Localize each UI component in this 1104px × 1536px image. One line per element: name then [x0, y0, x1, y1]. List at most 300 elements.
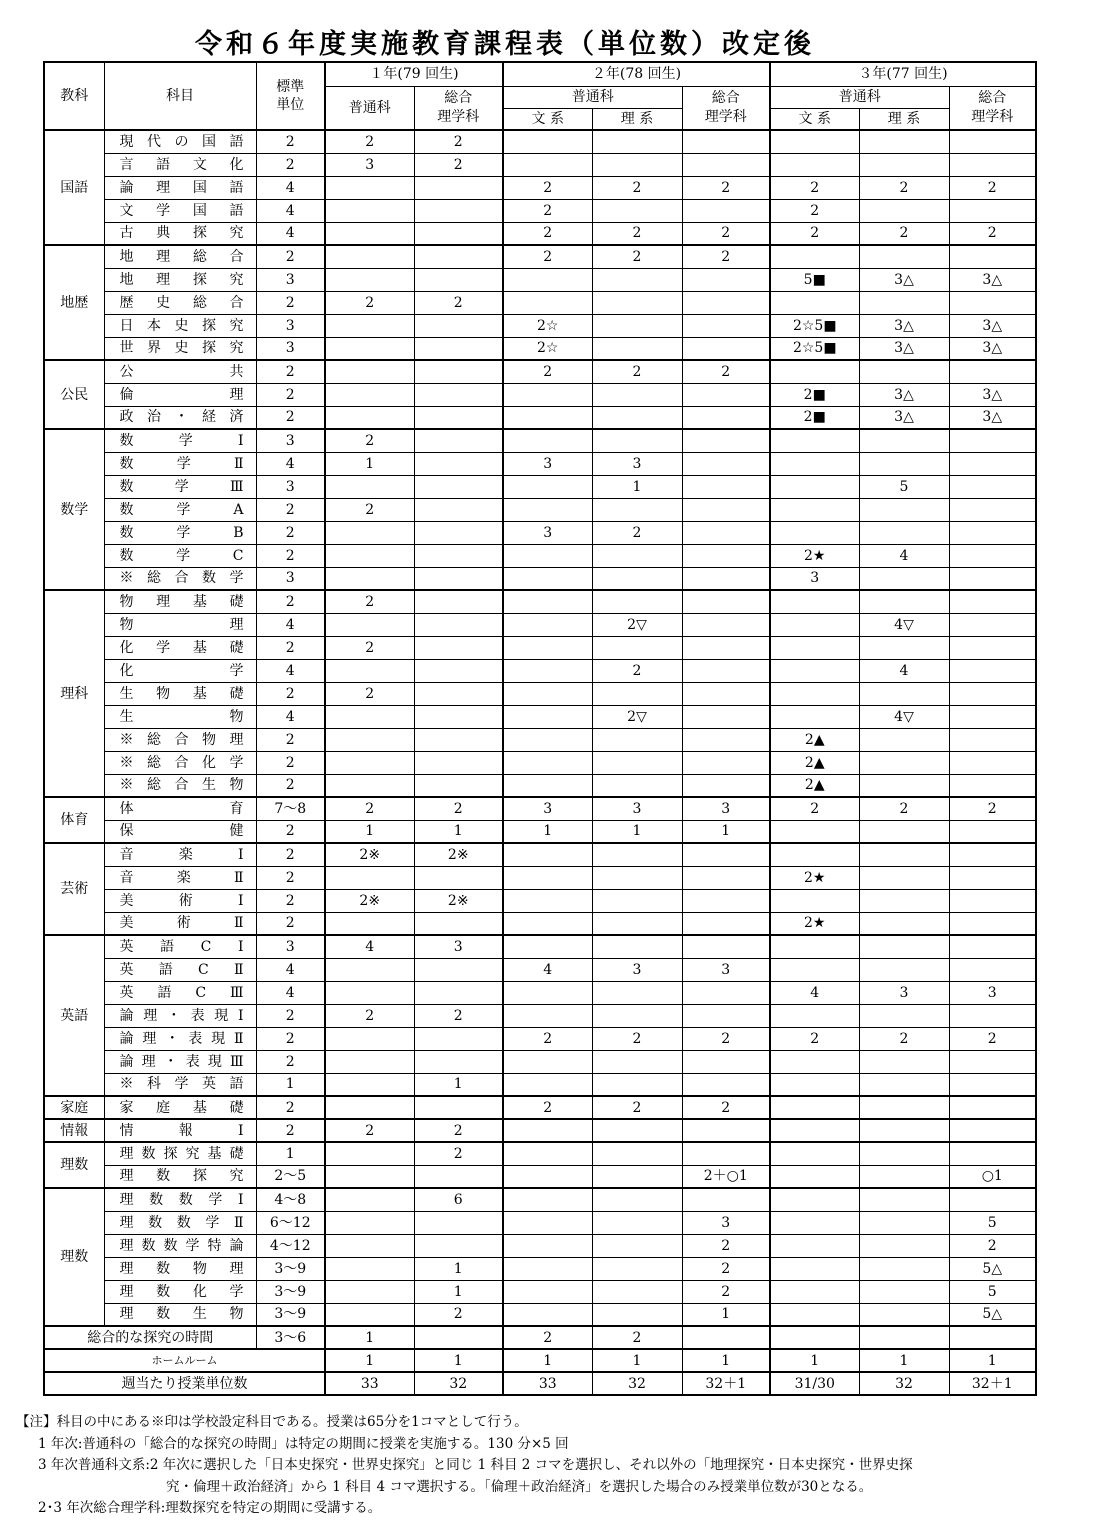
- value-cell: [682, 659, 770, 682]
- value-cell: [682, 544, 770, 567]
- value-cell: 2▽: [592, 705, 682, 728]
- value-cell: [325, 383, 414, 406]
- value-cell: 3: [503, 521, 592, 544]
- value-cell: [325, 1027, 414, 1050]
- value-cell: [414, 245, 503, 268]
- value-cell: [592, 728, 682, 751]
- value-cell: 2: [503, 1027, 592, 1050]
- value-cell: 2※: [414, 843, 503, 866]
- subject-cell: 現代の国語: [104, 130, 256, 153]
- table-row: [44, 1326, 1036, 1349]
- value-cell: 33: [503, 1372, 592, 1395]
- value-cell: [682, 636, 770, 659]
- value-cell: [682, 843, 770, 866]
- subject-cell: 音楽Ⅱ: [104, 866, 256, 889]
- value-cell: 3△: [859, 383, 949, 406]
- value-cell: [770, 1280, 859, 1303]
- value-cell: 6: [414, 1188, 503, 1211]
- value-cell: [859, 1188, 949, 1211]
- value-cell: 4▽: [859, 613, 949, 636]
- value-cell: [592, 406, 682, 429]
- subject-cell: 美術Ⅰ: [104, 889, 256, 912]
- summary-label-cell: ホームルーム: [44, 1349, 325, 1372]
- value-cell: [859, 1165, 949, 1188]
- value-cell: [682, 429, 770, 452]
- value-cell: 2: [503, 360, 592, 383]
- value-cell: [325, 1188, 414, 1211]
- value-cell: [503, 1280, 592, 1303]
- kyoka-cell: 理数: [44, 1142, 104, 1188]
- standard-units-cell: 2: [256, 1004, 325, 1027]
- standard-units-cell: 4: [256, 705, 325, 728]
- header-y2-rikei: 理 系: [592, 108, 682, 130]
- value-cell: [414, 866, 503, 889]
- table-row: [44, 705, 1036, 728]
- value-cell: [770, 291, 859, 314]
- value-cell: [414, 682, 503, 705]
- value-cell: 2■: [770, 406, 859, 429]
- value-cell: [770, 1050, 859, 1073]
- value-cell: [949, 521, 1036, 544]
- value-cell: [414, 314, 503, 337]
- standard-units-cell: 2: [256, 1027, 325, 1050]
- value-cell: 3△: [949, 383, 1036, 406]
- value-cell: 2: [682, 1096, 770, 1119]
- value-cell: 3△: [949, 406, 1036, 429]
- subject-cell: 情報Ⅰ: [104, 1119, 256, 1142]
- standard-units-cell: 7～8: [256, 797, 325, 820]
- subject-cell: 理数探究: [104, 1165, 256, 1188]
- standard-units-cell: 2: [256, 130, 325, 153]
- value-cell: [325, 199, 414, 222]
- value-cell: [949, 843, 1036, 866]
- value-cell: [682, 1073, 770, 1096]
- value-cell: [325, 912, 414, 935]
- value-cell: [503, 705, 592, 728]
- value-cell: 2: [949, 797, 1036, 820]
- notes-section: [16, 1412, 1096, 1520]
- subject-cell: 生物基礎: [104, 682, 256, 705]
- value-cell: [682, 383, 770, 406]
- value-cell: [592, 1257, 682, 1280]
- value-cell: 2★: [770, 866, 859, 889]
- value-cell: [949, 498, 1036, 521]
- value-cell: 2: [770, 199, 859, 222]
- value-cell: [949, 452, 1036, 475]
- value-cell: [325, 1211, 414, 1234]
- header-standard-units: 標準 単位: [256, 62, 325, 130]
- value-cell: 2▽: [592, 613, 682, 636]
- value-cell: 2: [949, 222, 1036, 245]
- value-cell: [592, 751, 682, 774]
- value-cell: [859, 1073, 949, 1096]
- standard-units-cell: 3～9: [256, 1257, 325, 1280]
- value-cell: [503, 912, 592, 935]
- value-cell: [414, 958, 503, 981]
- value-cell: [414, 636, 503, 659]
- page-title: 令和６年度実施教育課程表（単位数）改定後: [195, 29, 815, 60]
- value-cell: [503, 130, 592, 153]
- value-cell: 3△: [949, 337, 1036, 360]
- standard-units-cell: 2: [256, 383, 325, 406]
- value-cell: [503, 866, 592, 889]
- value-cell: 32: [592, 1372, 682, 1395]
- value-cell: [859, 1004, 949, 1027]
- value-cell: [859, 1211, 949, 1234]
- table-row: [44, 1142, 1036, 1165]
- value-cell: 2: [592, 1027, 682, 1050]
- value-cell: 4: [770, 981, 859, 1004]
- value-cell: [592, 1050, 682, 1073]
- value-cell: [859, 843, 949, 866]
- table-row: [44, 567, 1036, 590]
- value-cell: 2: [503, 222, 592, 245]
- value-cell: [682, 498, 770, 521]
- standard-units-cell: 2: [256, 866, 325, 889]
- standard-units-cell: 3: [256, 429, 325, 452]
- value-cell: 2: [682, 176, 770, 199]
- value-cell: [414, 1050, 503, 1073]
- value-cell: 2: [592, 245, 682, 268]
- value-cell: [325, 406, 414, 429]
- value-cell: 33: [325, 1372, 414, 1395]
- value-cell: 32＋1: [949, 1372, 1036, 1395]
- subject-cell: 英語CⅡ: [104, 958, 256, 981]
- table-row: [44, 1165, 1036, 1188]
- value-cell: 2: [592, 521, 682, 544]
- value-cell: [503, 1142, 592, 1165]
- value-cell: [859, 291, 949, 314]
- value-cell: [859, 199, 949, 222]
- table-row: [44, 475, 1036, 498]
- standard-units-cell: 2: [256, 1050, 325, 1073]
- value-cell: [325, 958, 414, 981]
- value-cell: [770, 958, 859, 981]
- value-cell: [682, 475, 770, 498]
- table-row: [44, 1050, 1036, 1073]
- value-cell: [859, 1050, 949, 1073]
- value-cell: 4▽: [859, 705, 949, 728]
- value-cell: [503, 889, 592, 912]
- subject-cell: 古典探究: [104, 222, 256, 245]
- subject-cell: 数学B: [104, 521, 256, 544]
- value-cell: [592, 1280, 682, 1303]
- subject-cell: 理数数学Ⅰ: [104, 1188, 256, 1211]
- standard-units-cell: 2: [256, 889, 325, 912]
- value-cell: [949, 935, 1036, 958]
- value-cell: [682, 130, 770, 153]
- value-cell: [325, 1165, 414, 1188]
- table-row: [44, 866, 1036, 889]
- value-cell: 2: [325, 130, 414, 153]
- value-cell: 3△: [859, 406, 949, 429]
- value-cell: [859, 1326, 949, 1349]
- subject-cell: 美術Ⅱ: [104, 912, 256, 935]
- subject-cell: 論理・表現Ⅰ: [104, 1004, 256, 1027]
- value-cell: [592, 1165, 682, 1188]
- subject-cell: 体育: [104, 797, 256, 820]
- value-cell: [770, 1096, 859, 1119]
- kyoka-cell: 体育: [44, 797, 104, 843]
- value-cell: 2: [949, 1234, 1036, 1257]
- table-row: [44, 544, 1036, 567]
- value-cell: [592, 498, 682, 521]
- value-cell: 2: [859, 797, 949, 820]
- header-y2-bunkei: 文 系: [503, 108, 592, 130]
- value-cell: [682, 1188, 770, 1211]
- subject-cell: 物理基礎: [104, 590, 256, 613]
- value-cell: [859, 682, 949, 705]
- subject-cell: ※総合生物: [104, 774, 256, 797]
- subject-cell: 日本史探究: [104, 314, 256, 337]
- value-cell: 3△: [859, 314, 949, 337]
- table-row: [44, 958, 1036, 981]
- value-cell: [325, 1142, 414, 1165]
- value-cell: [592, 1119, 682, 1142]
- header-y3-rikei: 理 系: [859, 108, 949, 130]
- value-cell: [770, 1303, 859, 1326]
- value-cell: 2: [325, 797, 414, 820]
- value-cell: [414, 590, 503, 613]
- value-cell: 2▲: [770, 751, 859, 774]
- value-cell: [503, 1165, 592, 1188]
- value-cell: [949, 820, 1036, 843]
- value-cell: 1: [414, 1349, 503, 1372]
- value-cell: [859, 1096, 949, 1119]
- value-cell: 1: [325, 1326, 414, 1349]
- table-row: [44, 176, 1036, 199]
- value-cell: [325, 981, 414, 1004]
- standard-units-cell: 4: [256, 452, 325, 475]
- standard-units-cell: 2: [256, 544, 325, 567]
- value-cell: [682, 774, 770, 797]
- subject-cell: ※総合物理: [104, 728, 256, 751]
- table-row: [44, 1211, 1036, 1234]
- value-cell: [682, 153, 770, 176]
- value-cell: [592, 153, 682, 176]
- value-cell: [503, 383, 592, 406]
- value-cell: 1: [592, 820, 682, 843]
- table-row: [44, 1188, 1036, 1211]
- value-cell: [503, 843, 592, 866]
- value-cell: [682, 337, 770, 360]
- value-cell: [414, 452, 503, 475]
- value-cell: [949, 245, 1036, 268]
- value-cell: [770, 636, 859, 659]
- value-cell: 2: [325, 636, 414, 659]
- subject-cell: ※科学英語: [104, 1073, 256, 1096]
- value-cell: [770, 1211, 859, 1234]
- value-cell: [325, 705, 414, 728]
- value-cell: [503, 406, 592, 429]
- value-cell: [682, 751, 770, 774]
- value-cell: [949, 728, 1036, 751]
- value-cell: 3: [770, 567, 859, 590]
- value-cell: 2: [770, 222, 859, 245]
- value-cell: 5: [949, 1211, 1036, 1234]
- table-row: [44, 912, 1036, 935]
- standard-units-cell: 4: [256, 613, 325, 636]
- value-cell: [592, 590, 682, 613]
- standard-units-cell: 2: [256, 590, 325, 613]
- value-cell: 1: [325, 1349, 414, 1372]
- value-cell: [325, 1050, 414, 1073]
- table-row: [44, 406, 1036, 429]
- value-cell: [859, 498, 949, 521]
- value-cell: [592, 337, 682, 360]
- table-row: [44, 153, 1036, 176]
- subject-cell: ※総合化学: [104, 751, 256, 774]
- value-cell: [770, 1073, 859, 1096]
- value-cell: 2: [592, 176, 682, 199]
- value-cell: [503, 636, 592, 659]
- summary-label-cell: 週当たり授業単位数: [44, 1372, 325, 1395]
- note-line: 1 年次:普通科の「総合的な探究の時間」は特定の期間に授業を実施する。130 分×5 回: [38, 1435, 569, 1452]
- value-cell: [770, 705, 859, 728]
- table-row: [44, 1280, 1036, 1303]
- value-cell: 2★: [770, 544, 859, 567]
- value-cell: 2: [325, 590, 414, 613]
- value-cell: [414, 337, 503, 360]
- value-cell: [949, 1188, 1036, 1211]
- subject-cell: 数学C: [104, 544, 256, 567]
- value-cell: [682, 199, 770, 222]
- value-cell: [949, 613, 1036, 636]
- value-cell: 1: [592, 475, 682, 498]
- standard-units-cell: 3: [256, 337, 325, 360]
- header-year2: ２年(78 回生): [503, 62, 770, 86]
- value-cell: [414, 774, 503, 797]
- value-cell: [949, 1326, 1036, 1349]
- subject-cell: 音楽Ⅰ: [104, 843, 256, 866]
- value-cell: 2: [682, 1234, 770, 1257]
- value-cell: [325, 751, 414, 774]
- value-cell: 1: [949, 1349, 1036, 1372]
- value-cell: 2: [414, 797, 503, 820]
- value-cell: [949, 774, 1036, 797]
- standard-units-cell: 2: [256, 521, 325, 544]
- value-cell: 3: [325, 153, 414, 176]
- value-cell: 2: [325, 682, 414, 705]
- table-row: [44, 314, 1036, 337]
- kyoka-cell: 情報: [44, 1119, 104, 1142]
- standard-units-cell: 1: [256, 1073, 325, 1096]
- value-cell: [325, 245, 414, 268]
- standard-units-cell: 2: [256, 682, 325, 705]
- header-year3: ３年(77 回生): [770, 62, 1036, 86]
- value-cell: 1: [859, 1349, 949, 1372]
- standard-units-cell: 6～12: [256, 1211, 325, 1234]
- value-cell: [503, 1073, 592, 1096]
- header-year1: １年(79 回生): [325, 62, 503, 86]
- value-cell: [682, 1119, 770, 1142]
- value-cell: [859, 590, 949, 613]
- subject-cell: 英語CⅠ: [104, 935, 256, 958]
- standard-units-cell: 2: [256, 751, 325, 774]
- value-cell: 2: [592, 1096, 682, 1119]
- value-cell: [770, 1234, 859, 1257]
- value-cell: [325, 268, 414, 291]
- table-row: [44, 843, 1036, 866]
- value-cell: [770, 1188, 859, 1211]
- value-cell: 2: [770, 797, 859, 820]
- subject-cell: 化学基礎: [104, 636, 256, 659]
- value-cell: [859, 1234, 949, 1257]
- header-y2-futsu: 普通科: [503, 86, 682, 108]
- subject-cell: 家庭基礎: [104, 1096, 256, 1119]
- value-cell: [592, 889, 682, 912]
- value-cell: [770, 1257, 859, 1280]
- value-cell: [414, 659, 503, 682]
- value-cell: [414, 498, 503, 521]
- value-cell: [592, 291, 682, 314]
- value-cell: [503, 728, 592, 751]
- value-cell: 2※: [325, 843, 414, 866]
- value-cell: 3: [859, 981, 949, 1004]
- value-cell: 32: [414, 1372, 503, 1395]
- value-cell: 3: [949, 981, 1036, 1004]
- value-cell: [949, 590, 1036, 613]
- value-cell: [592, 981, 682, 1004]
- standard-units-cell: 2: [256, 843, 325, 866]
- table-row: [44, 1349, 1036, 1372]
- table-row: [44, 636, 1036, 659]
- value-cell: [325, 475, 414, 498]
- value-cell: 2: [592, 659, 682, 682]
- subject-cell: 物理: [104, 613, 256, 636]
- value-cell: 2: [414, 291, 503, 314]
- value-cell: [414, 360, 503, 383]
- value-cell: 5■: [770, 268, 859, 291]
- value-cell: [592, 636, 682, 659]
- value-cell: [682, 935, 770, 958]
- value-cell: [503, 1050, 592, 1073]
- value-cell: [414, 544, 503, 567]
- value-cell: [414, 222, 503, 245]
- value-cell: [414, 567, 503, 590]
- standard-units-cell: 4: [256, 958, 325, 981]
- value-cell: ○1: [949, 1165, 1036, 1188]
- value-cell: [859, 1119, 949, 1142]
- subject-cell: 理数数学特論: [104, 1234, 256, 1257]
- value-cell: 2: [770, 176, 859, 199]
- standard-units-cell: 4～12: [256, 1234, 325, 1257]
- value-cell: 3: [592, 452, 682, 475]
- value-cell: [682, 314, 770, 337]
- value-cell: 3: [592, 958, 682, 981]
- value-cell: [503, 659, 592, 682]
- value-cell: [949, 912, 1036, 935]
- value-cell: 3△: [859, 337, 949, 360]
- value-cell: [770, 475, 859, 498]
- value-cell: [325, 774, 414, 797]
- header-y3-sogo: 総合 理学科: [949, 86, 1036, 130]
- table-row: [44, 383, 1036, 406]
- value-cell: [859, 774, 949, 797]
- table-row: [44, 682, 1036, 705]
- standard-units-cell: 2: [256, 636, 325, 659]
- header-y1-futsu: 普通科: [325, 86, 414, 130]
- value-cell: 1: [414, 1073, 503, 1096]
- value-cell: [592, 567, 682, 590]
- value-cell: [503, 590, 592, 613]
- value-cell: [770, 843, 859, 866]
- value-cell: [949, 636, 1036, 659]
- value-cell: [503, 268, 592, 291]
- value-cell: 4: [859, 544, 949, 567]
- value-cell: [682, 590, 770, 613]
- value-cell: [770, 659, 859, 682]
